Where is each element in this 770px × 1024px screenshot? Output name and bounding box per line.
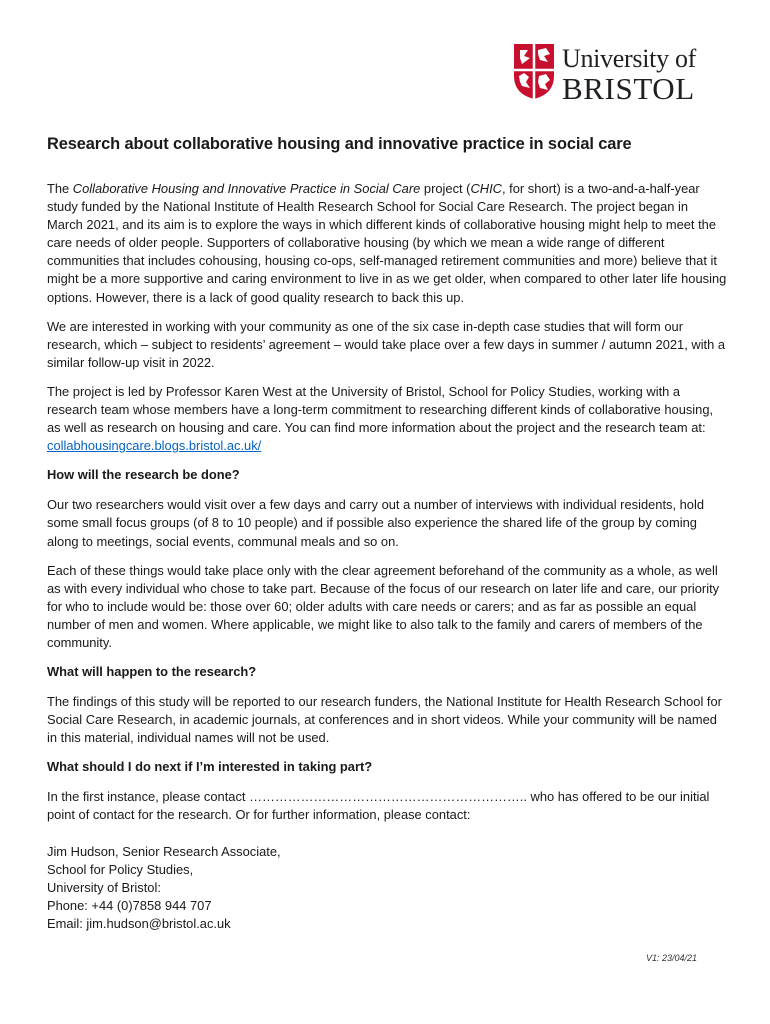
contact-name: Jim Hudson, Senior Research Associate, <box>47 843 281 859</box>
section-heading-outputs: What will happen to the research? <box>47 664 257 680</box>
intro-paragraph-1: The Collaborative Housing and Innovative Practice in Social Care project (CHIC, for short) is a two-and-a-half-year study funded by the National Institute of Health Research School for Social Care Research. The project began in March 2021, and its aim is to explore the ways in which different kinds of collaborative housing might help to meet the care needs of older people. Supporters of collaborative housing (by which we mean a wide range of different communities that includes cohousing, housing co-ops, self-managed retirement communities and more) believe that it might be a more supportive and caring environment to live in as we get older, when compared to other later life housing options. However, there is a lack of good quality research to back this up. <box>47 181 727 305</box>
university-logo <box>512 42 728 106</box>
contact-block <box>47 843 727 933</box>
contact-phone: Phone: +44 (0)7858 944 707 <box>47 897 212 913</box>
method-paragraph-2: Each of these things would take place only with the clear agreement beforehand of the community as a whole, as well as with every individual who chose to take part. Because of the focus of our research on later life and care, our priority for who to include would be: those over 60; older adults with care needs or carers; and as far as possible an equal number of men and women. Where applicable, we might like to also talk to the family and carers of members of the community. <box>47 562 720 650</box>
contact-school: School for Policy Studies, <box>47 861 194 877</box>
intro-paragraph-3: The project is led by Professor Karen West at the University of Bristol, School for Policy Studies, working with a research team whose members have a long-term commitment to researching different kinds of collaborative housing, as well as research on housing and care. You can find more information about the project and the research team at: collabhousingcare.blogs.bristol.ac.uk/ <box>47 383 714 454</box>
contact-university: University of Bristol: <box>47 879 161 895</box>
version-label: V1: 23/04/21 <box>645 953 697 963</box>
outputs-paragraph: The findings of this study will be reported to our research funders, the National Institute for Health Research School for Social Care Research, in academic journals, at conferences and in short videos. While your community will be named in this material, individual names will not be used. <box>47 694 722 746</box>
next-steps-paragraph: In the first instance, please contact ……………………………………………………….. who has offered to be our initial point of contact for the research. Or for further information, please contact: <box>47 789 710 823</box>
document-body <box>47 134 727 933</box>
section-heading-method: How will the research be done? <box>47 467 240 483</box>
logo-line-bristol: BRISTOL <box>562 71 695 106</box>
page-title: Research about collaborative housing and innovative practice in social care <box>47 135 632 153</box>
intro-paragraph-2: We are interested in working with your community as one of the six case in-depth case studies that will form our research, which – subject to residents’ agreement – would take place over a few days in summer / autumn 2021, with a similar follow-up visit in 2022. <box>47 318 726 370</box>
method-paragraph-1: Our two researchers would visit over a few days and carry out a number of interviews with individual residents, hold some small focus groups (of 8 to 10 people) and if possible also experience the shared life of the group by coming along to meetings, social events, communal meals and so on. <box>47 497 705 549</box>
project-website-link[interactable]: collabhousingcare.blogs.bristol.ac.uk/ <box>47 438 262 454</box>
bristol-crest-icon <box>512 42 556 100</box>
section-heading-next-steps: What should I do next if I’m interested in taking part? <box>47 759 373 775</box>
contact-email: Email: jim.hudson@bristol.ac.uk <box>47 915 231 931</box>
logo-line-university: University of <box>562 44 697 73</box>
